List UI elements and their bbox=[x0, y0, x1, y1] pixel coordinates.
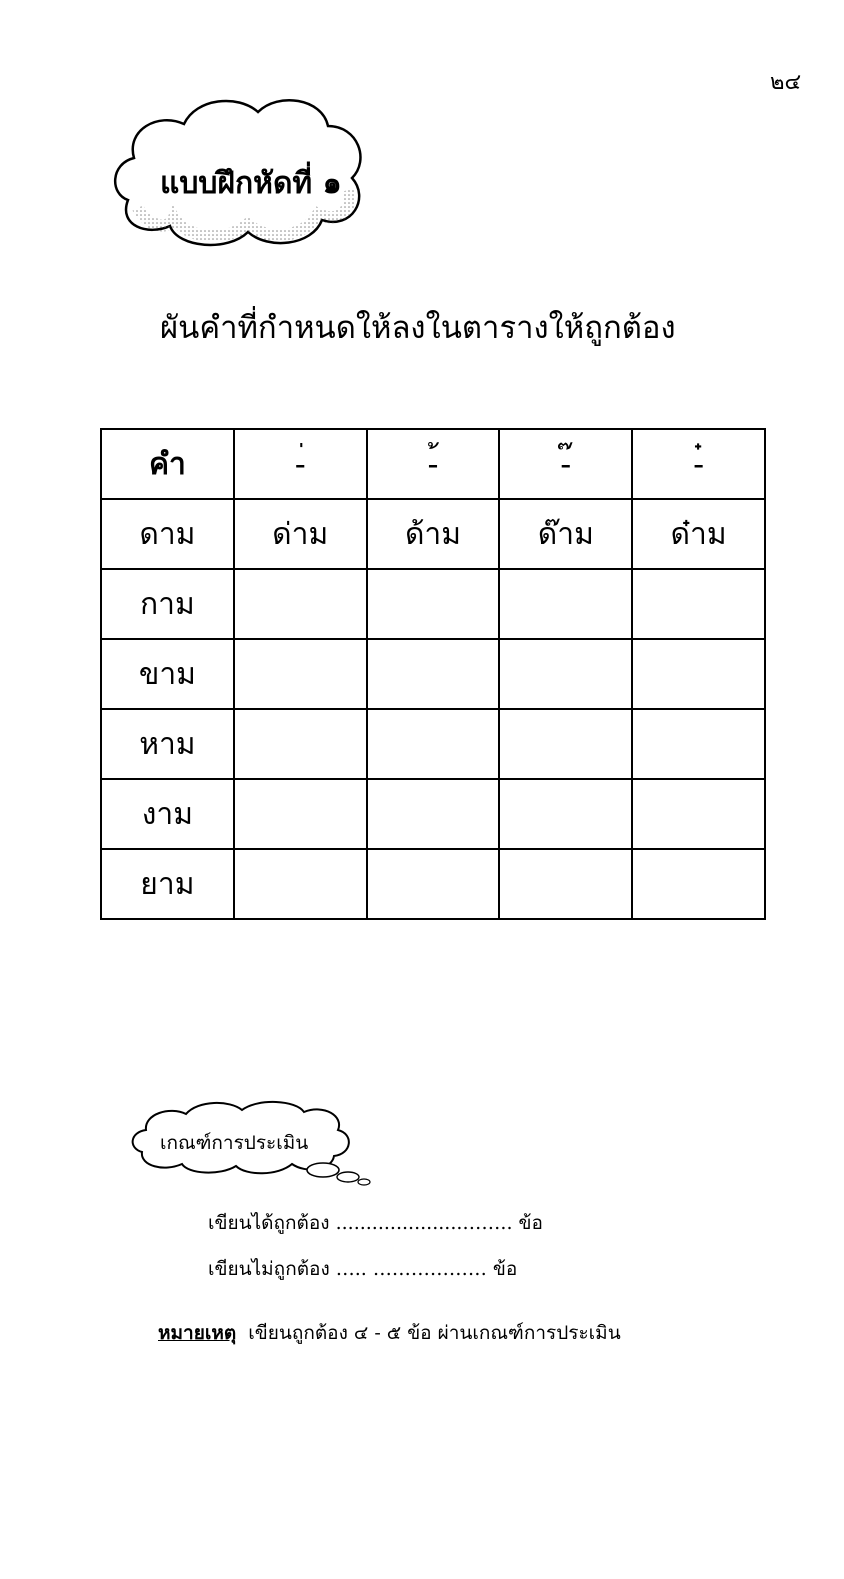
answer-cell[interactable] bbox=[367, 849, 500, 919]
answer-cell[interactable] bbox=[499, 639, 632, 709]
table-row bbox=[101, 779, 765, 849]
table-cell: ด๊าม bbox=[499, 499, 632, 569]
answer-cell[interactable] bbox=[632, 779, 765, 849]
header-mai-tri: -๊ bbox=[499, 429, 632, 499]
table-cell-word: หาม bbox=[101, 709, 234, 779]
table-cell-word: งาม bbox=[101, 779, 234, 849]
criteria-correct: เขียนได้ถูกต้อง .....................…….. ข้อ bbox=[208, 1212, 543, 1234]
table-cell-word: ขาม bbox=[101, 639, 234, 709]
table-cell-word: ดาม bbox=[101, 499, 234, 569]
answer-cell[interactable] bbox=[499, 849, 632, 919]
table-cell: ด้าม bbox=[367, 499, 500, 569]
answer-cell[interactable] bbox=[234, 779, 367, 849]
answer-cell[interactable] bbox=[632, 709, 765, 779]
exercise-table bbox=[100, 428, 766, 920]
answer-cell[interactable] bbox=[234, 639, 367, 709]
header-mai-chattawa: -๋ bbox=[632, 429, 765, 499]
table-row bbox=[101, 709, 765, 779]
answer-cell[interactable] bbox=[367, 569, 500, 639]
answer-cell[interactable] bbox=[632, 569, 765, 639]
exercise-title: แบบฝึกหัดที่ ๑ bbox=[160, 166, 342, 201]
answer-cell[interactable] bbox=[234, 709, 367, 779]
answer-cell[interactable] bbox=[367, 779, 500, 849]
note-label: หมายเหตุ bbox=[158, 1322, 237, 1344]
answer-cell[interactable] bbox=[234, 849, 367, 919]
answer-cell[interactable] bbox=[499, 779, 632, 849]
table-row bbox=[101, 569, 765, 639]
header-mai-ek: -่ bbox=[234, 429, 367, 499]
header-word: คำ bbox=[101, 429, 234, 499]
criteria-incorrect: เขียนไม่ถูกต้อง ….. ……………… ข้อ bbox=[208, 1258, 518, 1280]
answer-cell[interactable] bbox=[499, 709, 632, 779]
answer-cell[interactable] bbox=[499, 569, 632, 639]
answer-cell[interactable] bbox=[234, 569, 367, 639]
table-row bbox=[101, 639, 765, 709]
answer-cell[interactable] bbox=[367, 639, 500, 709]
criteria-title: เกณฑ์การประเมิน bbox=[160, 1132, 309, 1154]
table-header-row bbox=[101, 429, 765, 499]
table-row bbox=[101, 849, 765, 919]
table-cell: ด๋าม bbox=[632, 499, 765, 569]
instruction-text: ผันคำที่กำหนดให้ลงในตารางให้ถูกต้อง bbox=[160, 310, 676, 346]
header-mai-tho: -้ bbox=[367, 429, 500, 499]
table-cell-word: กาม bbox=[101, 569, 234, 639]
table-cell-word: ยาม bbox=[101, 849, 234, 919]
answer-cell[interactable] bbox=[367, 709, 500, 779]
table-cell: ด่าม bbox=[234, 499, 367, 569]
note bbox=[158, 1318, 621, 1348]
answer-cell[interactable] bbox=[632, 639, 765, 709]
answer-cell[interactable] bbox=[632, 849, 765, 919]
note-text: เขียนถูกต้อง ๔ - ๕ ข้อ ผ่านเกณฑ์การประเมิน bbox=[248, 1322, 621, 1344]
table-row bbox=[101, 499, 765, 569]
page-number: ๒๔ bbox=[770, 70, 802, 95]
